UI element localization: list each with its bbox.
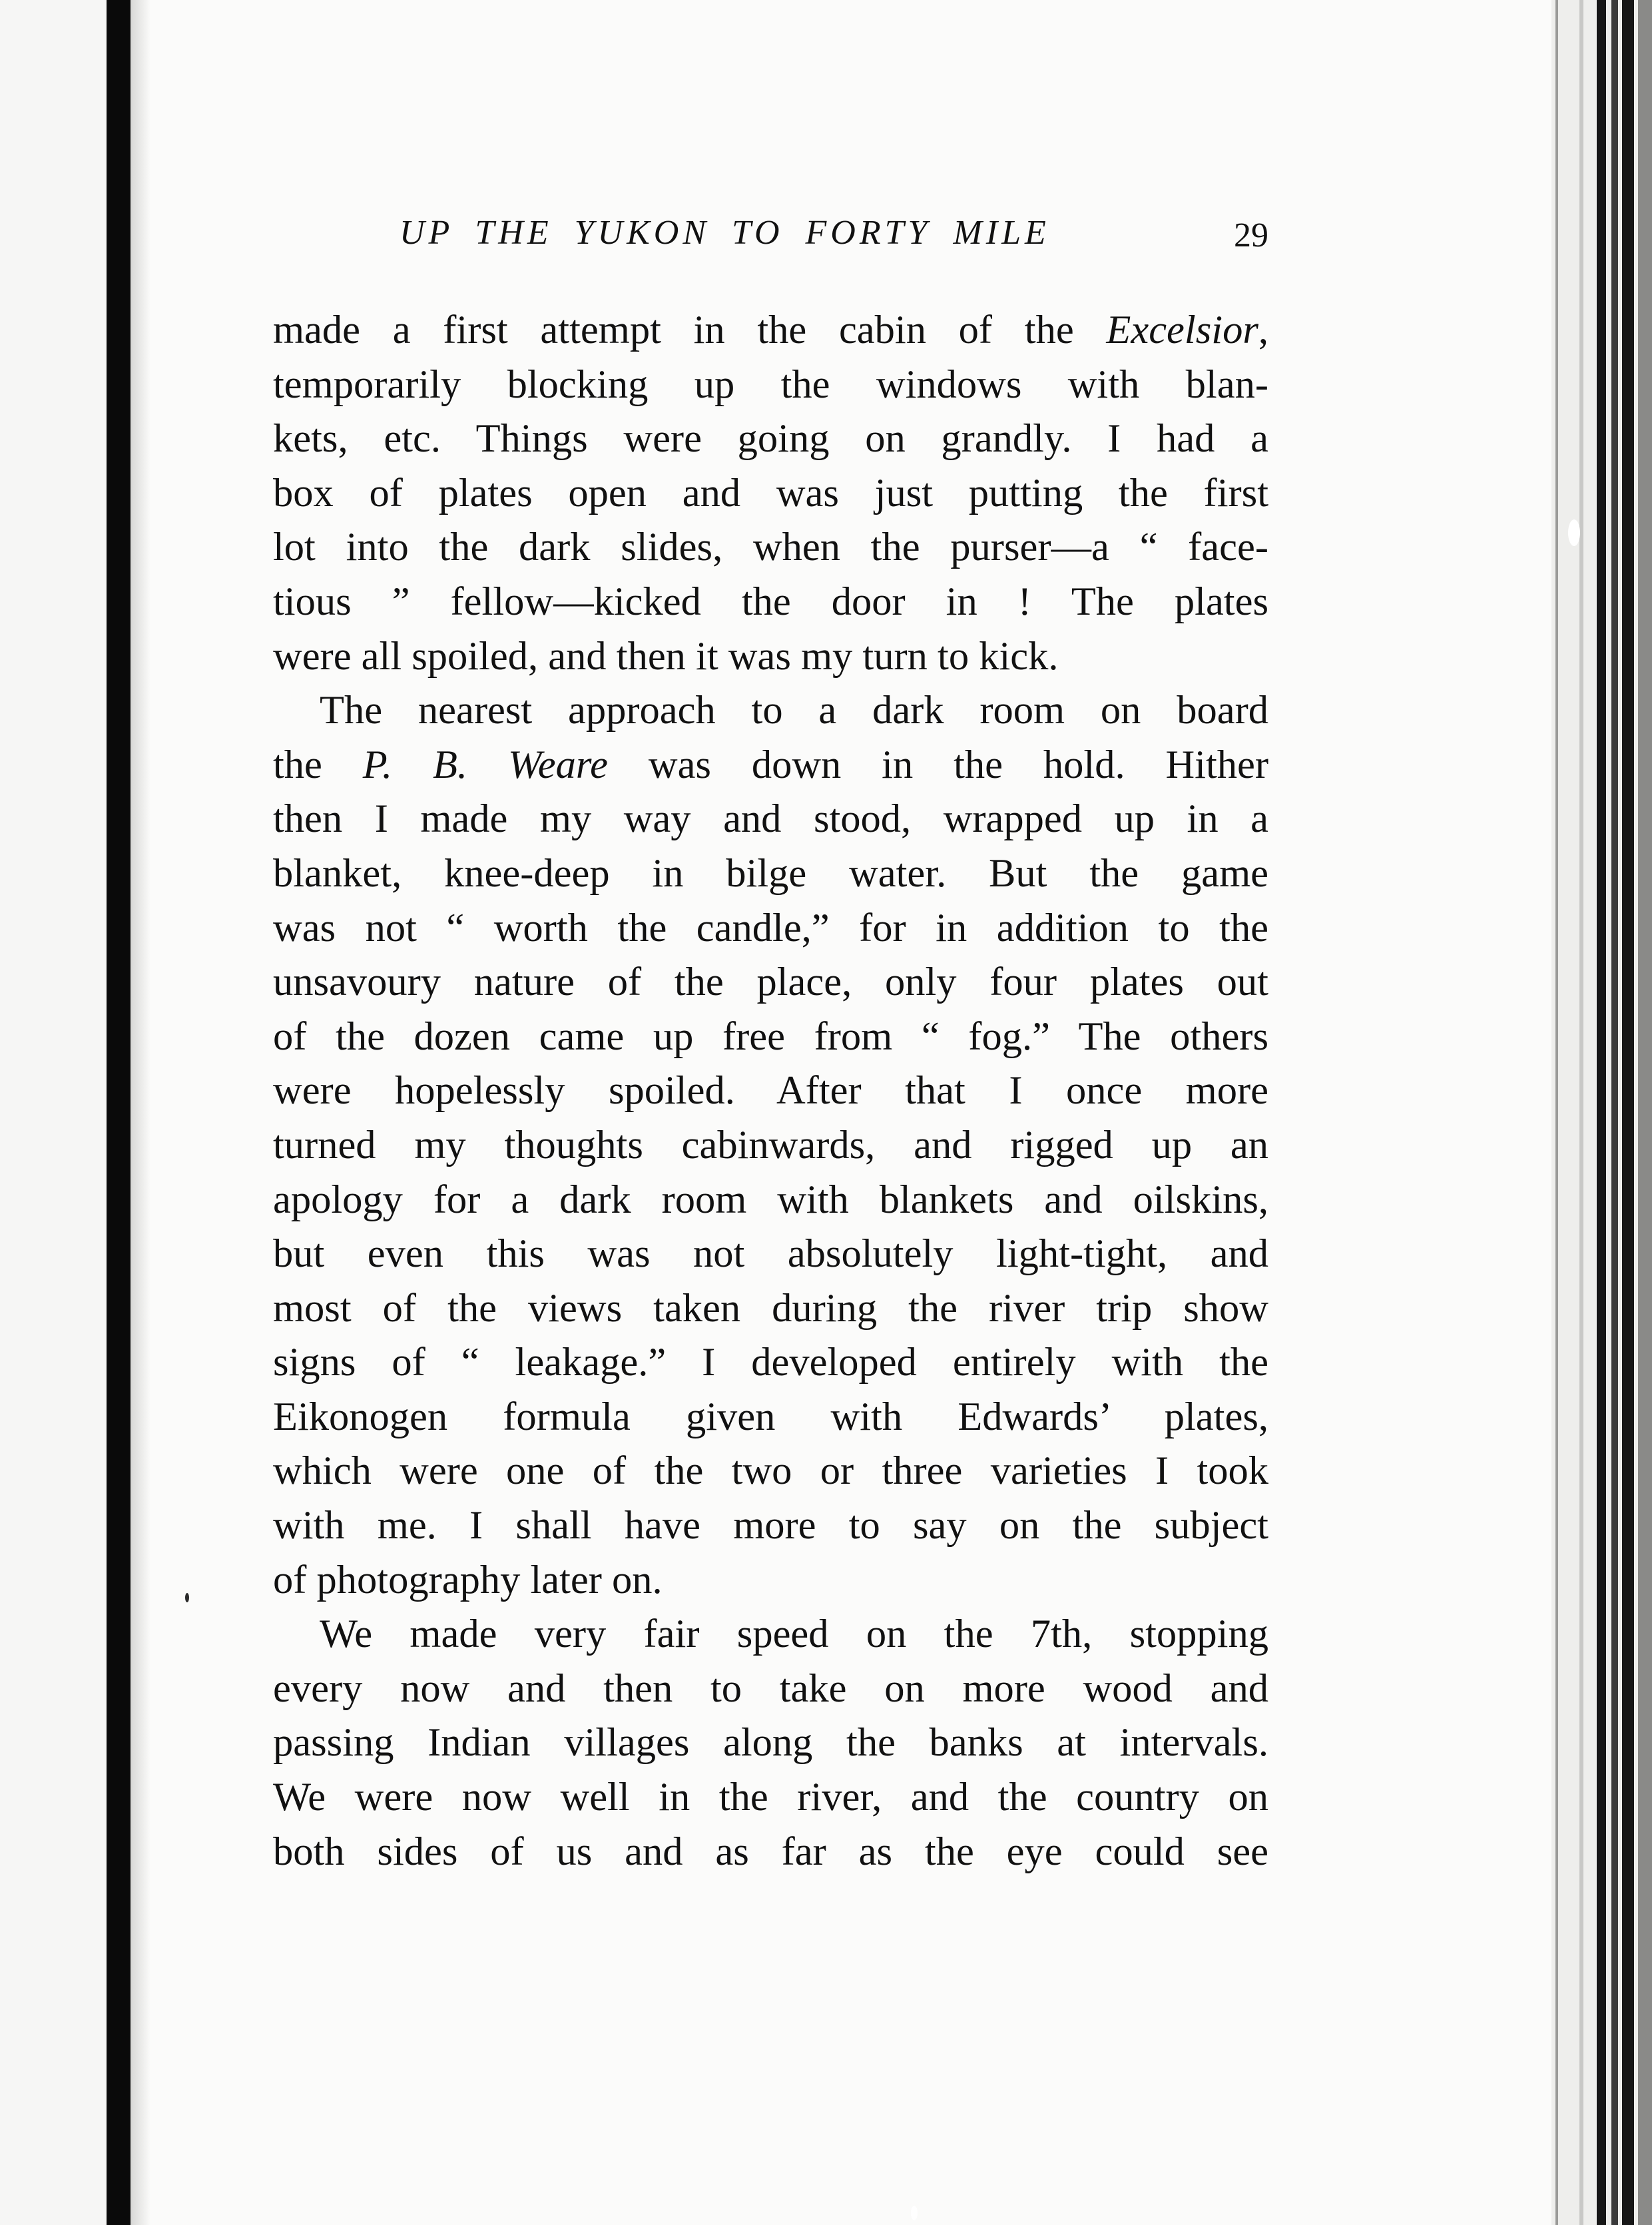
- page-edge-line: [1622, 0, 1634, 2225]
- page-edge-line: [1597, 0, 1606, 2225]
- text-line: which were one of the two or three varieties I took: [273, 1448, 1268, 1494]
- text-line: kets, etc. Things were going on grandly. I had a: [273, 416, 1268, 462]
- text-line: passing Indian villages along the banks at intervals.: [273, 1720, 1268, 1765]
- text-line: box of plates open and was just putting the first: [273, 470, 1268, 515]
- text-line: both sides of us and as far as the eye could see: [273, 1829, 1268, 1874]
- ship-name: Excelsior: [1106, 308, 1258, 352]
- text-line: blanket, knee-deep in bilge water. But the game: [273, 850, 1268, 896]
- page-edge-line: [1638, 0, 1652, 2225]
- text-line: The nearest approach to a dark room on board: [320, 688, 1268, 733]
- page-edge-line: [1579, 0, 1583, 2225]
- text-line: unsavoury nature of the place, only four plates out: [273, 960, 1268, 1005]
- binding-shadow: [131, 0, 150, 2225]
- book-page: [273, 0, 1272, 2225]
- page-edge-line: [1555, 0, 1558, 2225]
- page-edge-line: [1611, 0, 1618, 2225]
- text-line: turned my thoughts cabinwards, and rigged up an: [273, 1122, 1268, 1167]
- body-text: [273, 303, 1268, 1879]
- binding-edge: [107, 0, 131, 2225]
- text-line: temporarily blocking up the windows with blan-: [273, 362, 1268, 407]
- running-title: UP THE YUKON TO FORTY MILE: [400, 214, 1050, 252]
- text-line: We made very fair speed on the 7th, stopping: [320, 1612, 1268, 1657]
- text-line: but even this was not absolutely light-tight, and: [273, 1231, 1268, 1277]
- text-line: were hopelessly spoiled. After that I once more: [273, 1068, 1268, 1113]
- text-line: apology for a dark room with blankets and oilskins,: [273, 1177, 1268, 1222]
- text-line: signs of “ leakage.” I developed entirely with the: [273, 1340, 1268, 1385]
- text-line: We were now well in the river, and the country on: [273, 1775, 1268, 1820]
- text-line: Eikonogen formula given with Edwards’ plates,: [273, 1394, 1268, 1439]
- text-line: tious ” fellow—kicked the door in ! The plates: [273, 579, 1268, 624]
- text-line: of the dozen came up free from “ fog.” The others: [273, 1014, 1268, 1059]
- scan-speck: [185, 1593, 189, 1602]
- scan-speck: [1568, 519, 1580, 546]
- ship-name: P. B. Weare: [362, 742, 609, 787]
- left-page-margin: [0, 0, 107, 2225]
- text-line: most of the views taken during the river trip show: [273, 1285, 1268, 1331]
- page-number: 29: [1234, 216, 1268, 254]
- text-line: lot into the dark slides, when the purser—a “ face-: [273, 525, 1268, 570]
- text-line: was not “ worth the candle,” for in addition to the: [273, 905, 1268, 950]
- text-line: of photography later on.: [273, 1557, 663, 1602]
- text-line: with me. I shall have more to say on the subject: [273, 1503, 1268, 1548]
- text-line: then I made my way and stood, wrapped up in a: [273, 796, 1268, 842]
- text-line: the P. B. Weare was down in the hold. Hither: [273, 742, 1268, 787]
- text-line: were all spoiled, and then it was my turn to kick.: [273, 633, 1059, 679]
- text-line: made a first attempt in the cabin of the Excelsior,: [273, 308, 1268, 352]
- text-line: every now and then to take on more wood and: [273, 1666, 1268, 1711]
- running-head: [273, 213, 1268, 266]
